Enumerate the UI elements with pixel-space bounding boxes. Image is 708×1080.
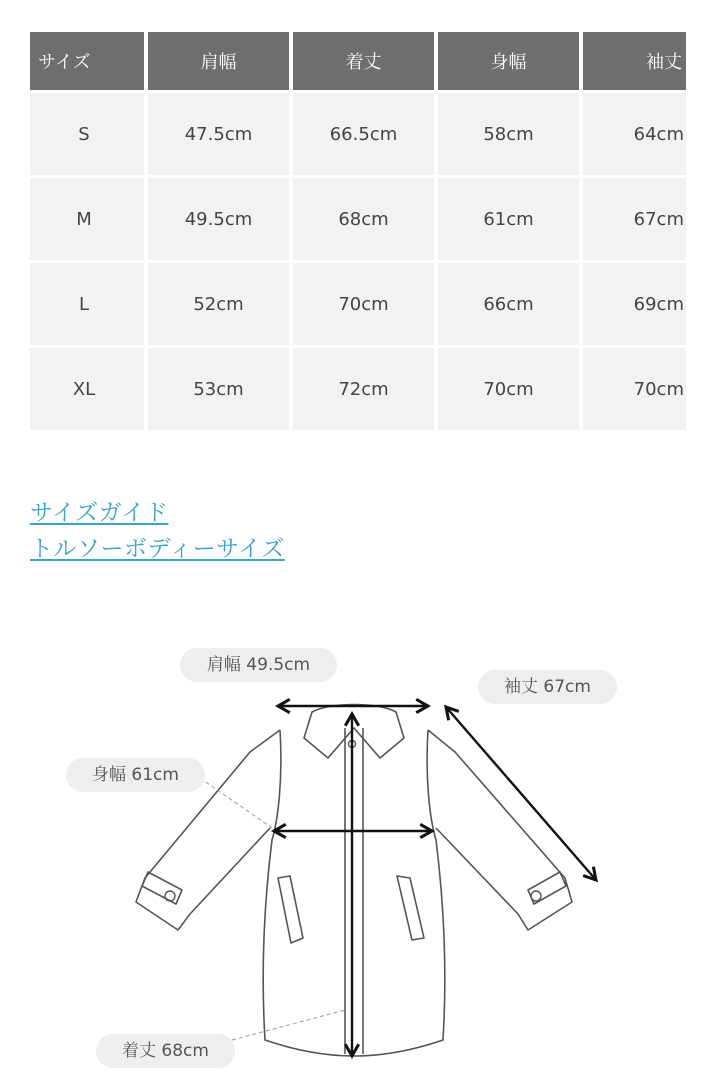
table-cell: XL: [30, 348, 144, 430]
size-table: [26, 29, 690, 433]
table-cell: 52cm: [148, 263, 289, 345]
table-cell: 49.5cm: [148, 178, 289, 260]
body-width-leader: [200, 778, 272, 828]
button-icon: [165, 741, 541, 902]
table-row: [30, 348, 686, 430]
shoulder-measure-label: 肩幅 49.5cm: [180, 648, 337, 682]
table-header-row: [30, 32, 686, 90]
length-leader: [232, 1010, 345, 1040]
table-cell: 72cm: [293, 348, 434, 430]
table-cell: 64cm: [583, 93, 686, 175]
table-cell: 66cm: [438, 263, 579, 345]
coat-illustration: [136, 705, 572, 1057]
body-width-measure-label: 身幅 61cm: [66, 758, 205, 792]
table-row: [30, 178, 686, 260]
table-cell: M: [30, 178, 144, 260]
size-guide-link[interactable]: サイズガイド: [30, 500, 169, 526]
table-cell: L: [30, 263, 144, 345]
table-row: [30, 93, 686, 175]
header-body-width: 身幅: [438, 32, 579, 90]
sleeve-arrow: [446, 707, 596, 880]
header-length: 着丈: [293, 32, 434, 90]
table-cell: 70cm: [583, 348, 686, 430]
table-cell: 69cm: [583, 263, 686, 345]
sleeve-measure-label: 袖丈 67cm: [478, 670, 617, 704]
table-row: [30, 263, 686, 345]
table-cell: 66.5cm: [293, 93, 434, 175]
table-cell: 70cm: [293, 263, 434, 345]
table-cell: 53cm: [148, 348, 289, 430]
table-cell: 47.5cm: [148, 93, 289, 175]
header-size: サイズ: [30, 32, 144, 90]
table-cell: 58cm: [438, 93, 579, 175]
table-cell: 68cm: [293, 178, 434, 260]
table-cell: 61cm: [438, 178, 579, 260]
torso-size-link[interactable]: トルソーボディーサイズ: [30, 536, 285, 562]
header-sleeve: 袖丈: [583, 32, 686, 90]
table-cell: 70cm: [438, 348, 579, 430]
table-cell: 67cm: [583, 178, 686, 260]
length-measure-label: 着丈 68cm: [96, 1034, 235, 1068]
header-shoulder: 肩幅: [148, 32, 289, 90]
table-cell: S: [30, 93, 144, 175]
